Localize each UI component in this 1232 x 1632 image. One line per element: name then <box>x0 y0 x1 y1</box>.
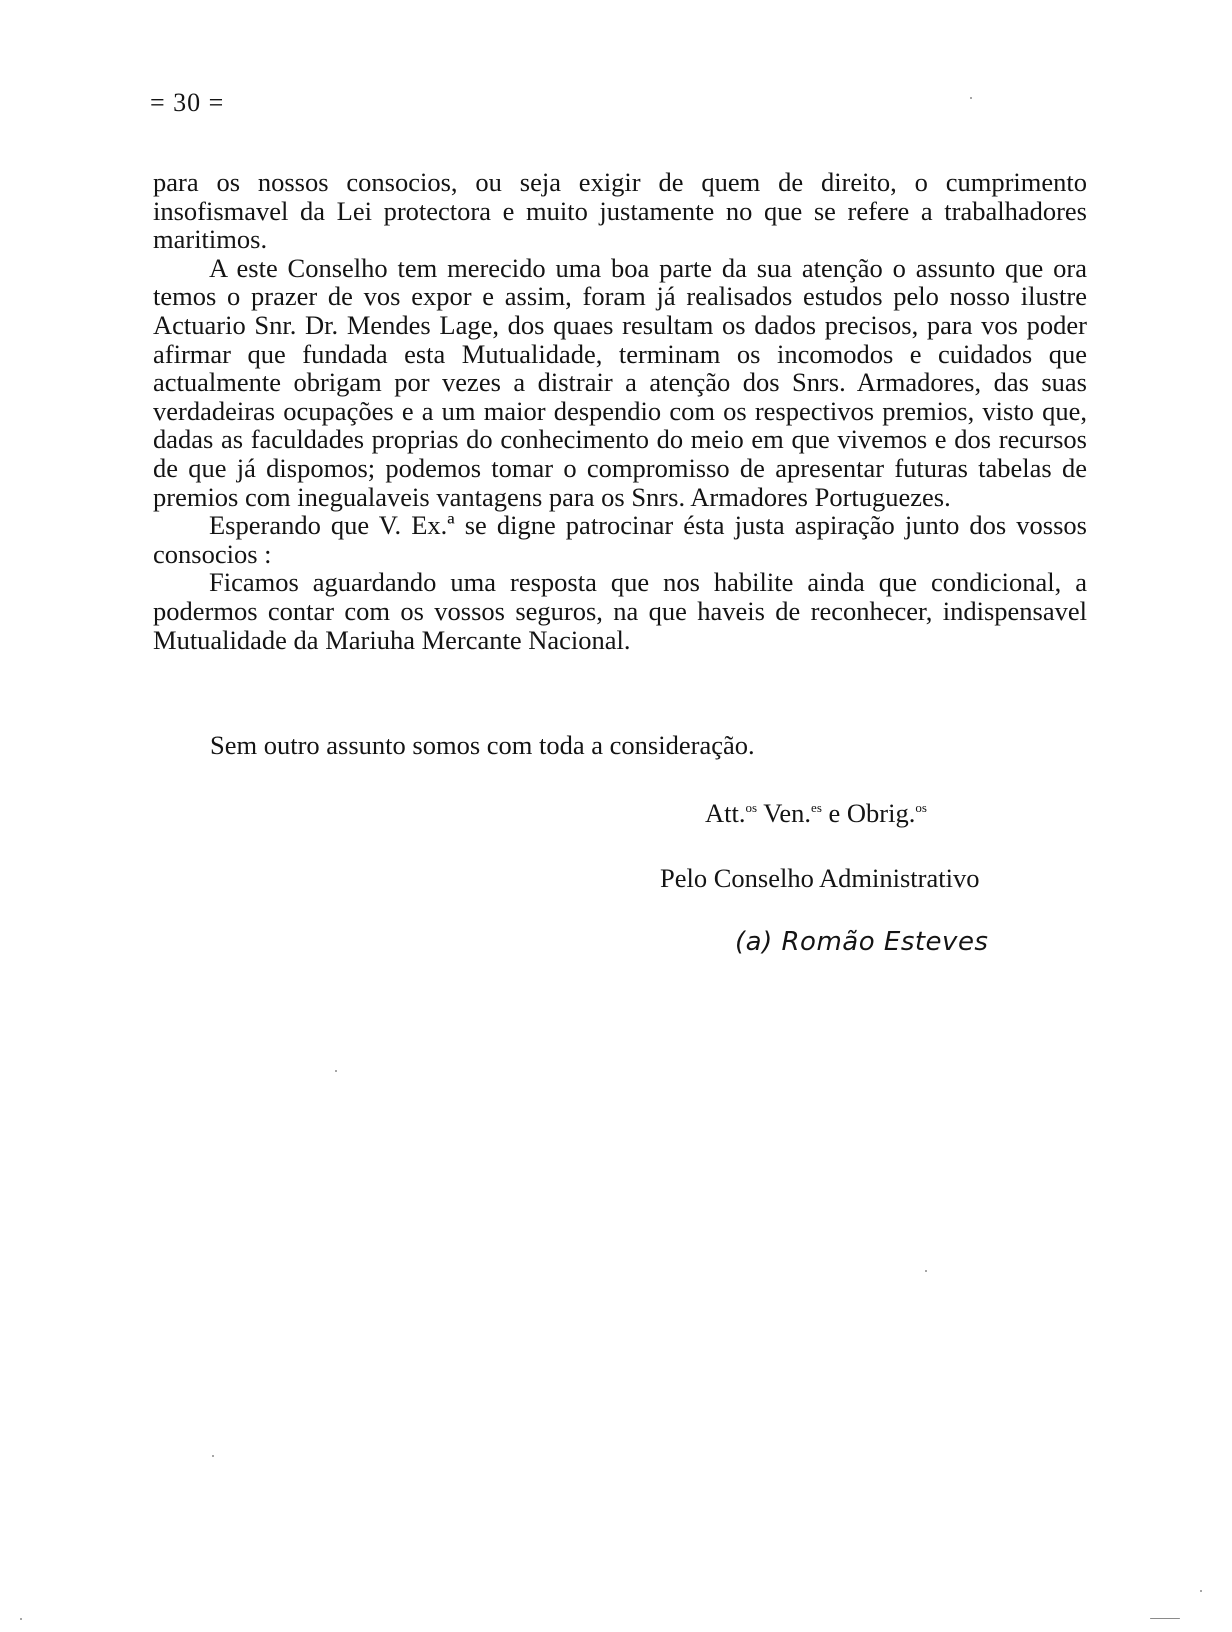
scan-speck <box>925 1270 927 1272</box>
signature: (a) Romão Esteves <box>735 927 989 957</box>
scan-speck <box>20 1618 22 1620</box>
salutation-att: Att. <box>705 798 746 828</box>
salutation-obrig: e Obrig. <box>821 798 916 828</box>
paragraph: Ficamos aguardando uma resposta que nos habilite ainda que condicional, a podermos contar com os vossos seguros, na que haveis de reconhecer, indispensavel Mutualidade da Mariuha Mercante Nacional. <box>153 567 1087 655</box>
scan-speck <box>1150 1618 1180 1619</box>
salutation-att-sup: os <box>745 800 758 815</box>
salutation-ven-sup: es <box>811 800 822 815</box>
paragraph: para os nossos consocios, ou seja exigir de quem de direito, o cumprimento insofismavel da Lei protectora e muito justamente no que se refere a trabalhadores maritimos. <box>153 167 1087 255</box>
paragraph: A este Conselho tem merecido uma boa parte da sua atenção o assunto que ora temos o prazer de vos expor e assim, foram já realisados estudos pelo nosso ilustre Actuario Snr. Dr. Mendes Lage, dos quaes resultam os dados precisos, para vos poder afirmar que fundada esta Mutualidade, terminam os incomodos e cuidados que actualmente obrigam por vezes a distrair a atenção dos Snrs. Armadores, das suas verdadeiras ocupações e a um maior despendio com os respectivos premios, visto que, dadas as faculdades proprias do conhecimento do meio em que vivemos e dos recursos de que já dispomos; podemos tomar o compromisso de apresentar futuras tabelas de premios com inegualaveis vantagens para os Snrs. Armadores Portuguezes. <box>153 252 1087 512</box>
paragraph: Esperando que V. Ex.ª se digne patrocinar ésta justa aspiração junto dos vossos consocios : <box>153 510 1087 569</box>
salutation-obrig-sup: os <box>915 800 927 815</box>
scan-speck <box>1200 1590 1202 1592</box>
signed-by: Pelo Conselho Administrativo <box>660 863 980 893</box>
closing-line: Sem outro assunto somos com toda a consideração. <box>210 730 755 760</box>
scan-speck <box>970 97 972 99</box>
page-number: = 30 = <box>150 88 225 117</box>
letter-body <box>153 168 1087 654</box>
salutation <box>705 798 927 829</box>
scan-speck <box>335 1070 337 1072</box>
salutation-ven: Ven. <box>757 798 812 828</box>
scan-speck <box>212 1455 214 1457</box>
